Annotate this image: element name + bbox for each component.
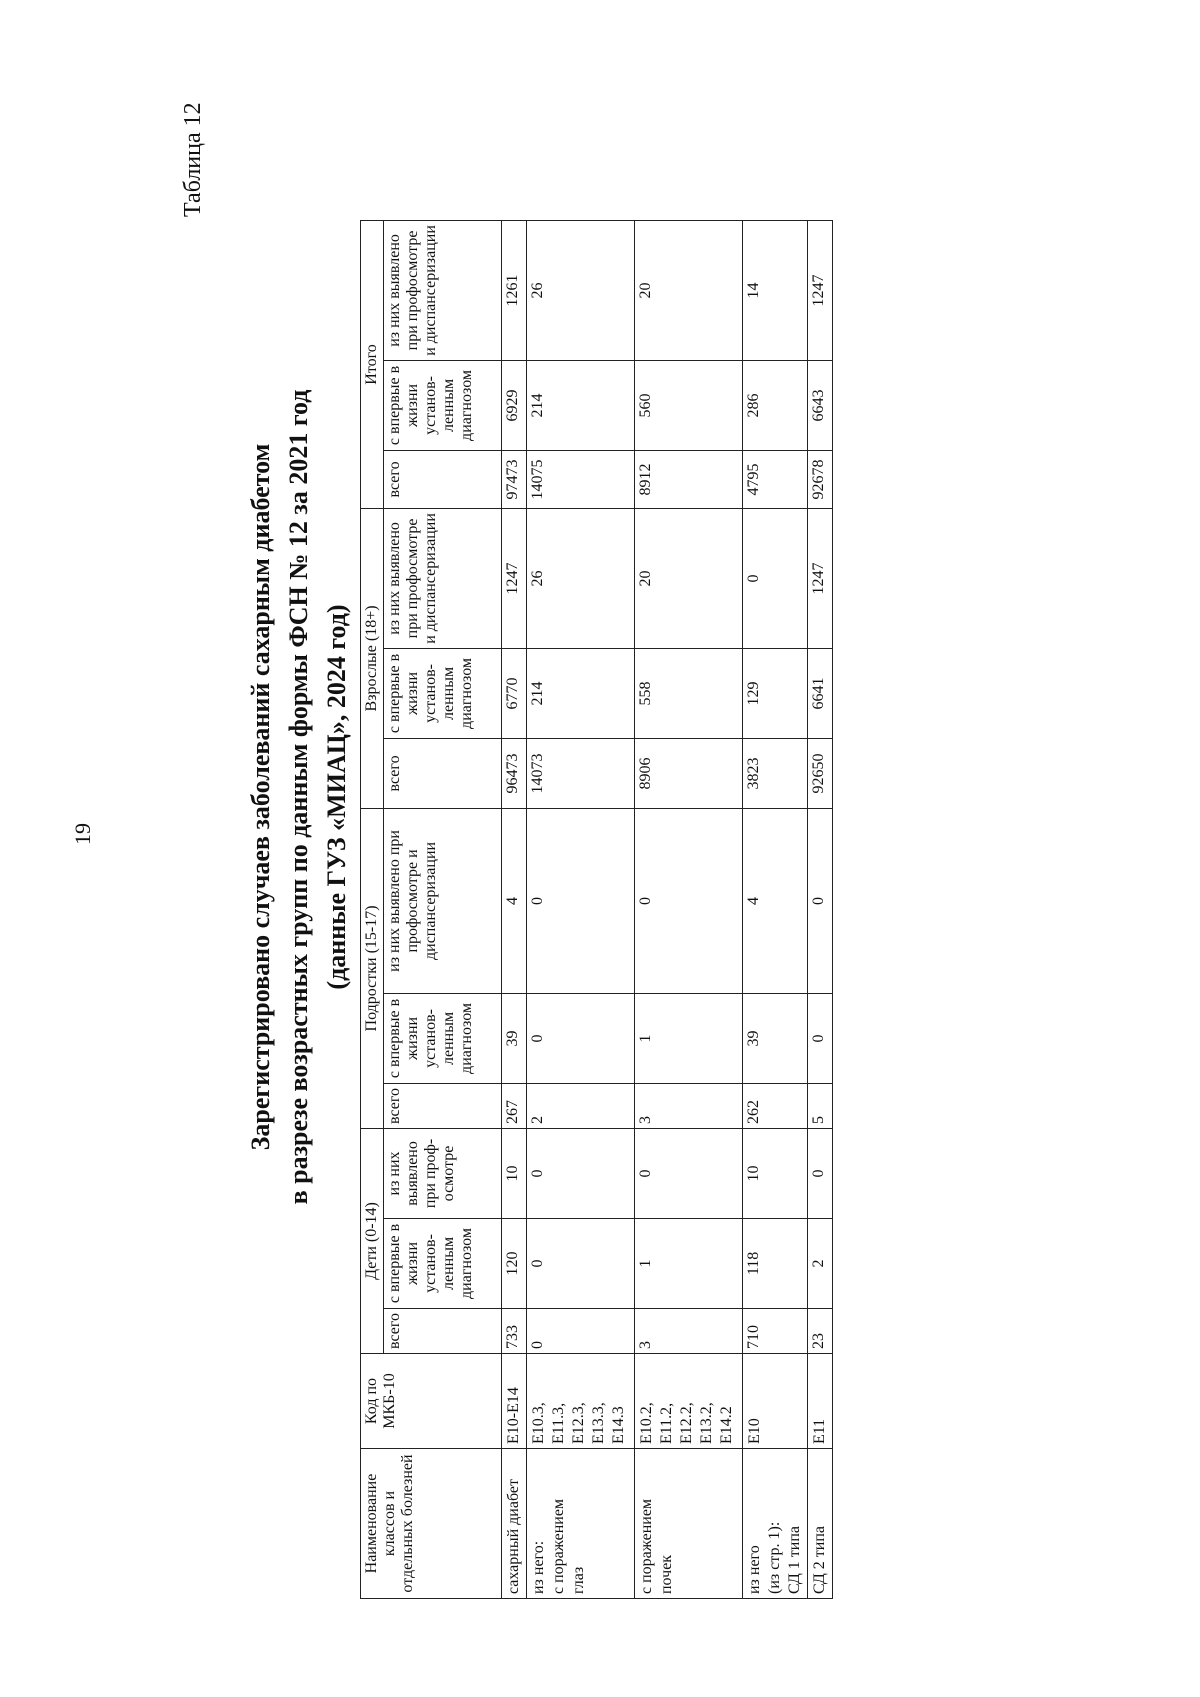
cell-value: 14073 [527, 738, 635, 808]
header-adults-all: всего [384, 738, 502, 808]
title-line-3: (данные ГУЗ «МИАЦ», 2024 год) [322, 604, 351, 990]
title-line-1: Зарегистрировано случаев заболеваний сахарным диабетом [246, 443, 275, 1151]
cell-value: 23 [808, 1308, 833, 1353]
cell-value: 6770 [502, 648, 527, 738]
cell-value: 0 [635, 808, 743, 993]
cell-value: 20 [635, 508, 743, 648]
cell-value: 0 [808, 808, 833, 993]
cell-value: 97473 [502, 450, 527, 508]
row-code: Е10-Е14 [502, 1354, 527, 1449]
cell-value: 4 [502, 808, 527, 993]
cell-value: 0 [527, 993, 635, 1083]
cell-value: 26 [527, 220, 635, 360]
cell-value: 10 [502, 1128, 527, 1218]
table-row [743, 220, 808, 1598]
cell-value: 0 [808, 1128, 833, 1218]
row-code: Е11 [808, 1354, 833, 1449]
cell-value: 2 [808, 1218, 833, 1308]
cell-value: 558 [635, 648, 743, 738]
cell-value: 560 [635, 360, 743, 450]
cell-value: 1261 [502, 220, 527, 360]
header-adults-first: с впервые в жизни установ-ленным диагнозом [384, 648, 502, 738]
header-total-all: всего [384, 450, 502, 508]
header-teens-prof: из них выявлено при профосмотре и диспансеризации [384, 808, 502, 993]
cell-value: 267 [502, 1083, 527, 1128]
row-name: из него: с поражением глаз [527, 1449, 635, 1599]
header-total: Итого [361, 220, 384, 508]
row-code: Е10 [743, 1354, 808, 1449]
header-teens-all: всего [384, 1083, 502, 1128]
header-code: Код по МКБ-10 [361, 1354, 502, 1449]
table-label: Таблица 12 [180, 102, 206, 217]
cell-value: 26 [527, 508, 635, 648]
cell-value: 0 [527, 1218, 635, 1308]
cell-value: 4 [743, 808, 808, 993]
cell-value: 0 [808, 993, 833, 1083]
cell-value: 20 [635, 220, 743, 360]
cell-value: 120 [502, 1218, 527, 1308]
cell-value: 8906 [635, 738, 743, 808]
cell-value: 0 [635, 1128, 743, 1218]
cell-value: 118 [743, 1218, 808, 1308]
header-children-prof: из них выявлено при проф-осмотре [384, 1128, 502, 1218]
header-children-all: всего [384, 1308, 502, 1353]
cell-value: 39 [502, 993, 527, 1083]
cell-value: 6643 [808, 360, 833, 450]
header-total-prof: из них выявлено при профосмотре и диспансеризации [384, 220, 502, 360]
diabetes-table [360, 220, 833, 1599]
cell-value: 733 [502, 1308, 527, 1353]
cell-value: 10 [743, 1128, 808, 1218]
cell-value: 39 [743, 993, 808, 1083]
cell-value: 286 [743, 360, 808, 450]
header-total-first: с впервые в жизни установ-ленным диагнозом [384, 360, 502, 450]
cell-value: 3 [635, 1308, 743, 1353]
cell-value: 2 [527, 1083, 635, 1128]
cell-value: 1247 [502, 508, 527, 648]
table-row [502, 220, 527, 1598]
table-row [808, 220, 833, 1598]
row-name: с поражением почек [635, 1449, 743, 1599]
table-row [635, 220, 743, 1598]
cell-value: 710 [743, 1308, 808, 1353]
cell-value: 0 [527, 1128, 635, 1218]
cell-value: 214 [527, 648, 635, 738]
cell-value: 6641 [808, 648, 833, 738]
cell-value: 0 [527, 1308, 635, 1353]
row-name: СД 2 типа [808, 1449, 833, 1599]
cell-value: 14075 [527, 450, 635, 508]
table-body [502, 220, 833, 1598]
cell-value: 4795 [743, 450, 808, 508]
cell-value: 262 [743, 1083, 808, 1128]
title-line-2: в разрезе возрастных групп по данным формы ФСН № 12 за 2021 год [284, 389, 313, 1205]
header-children: Дети (0-14) [361, 1128, 384, 1353]
cell-value: 214 [527, 360, 635, 450]
header-teens-first: с впервые в жизни установ-ленным диагнозом [384, 993, 502, 1083]
header-children-first: с впервые в жизни установ-ленным диагнозом [384, 1218, 502, 1308]
row-code: Е10.2, Е11.2, Е12.2, Е13.2, Е14.2 [635, 1354, 743, 1449]
cell-value: 1247 [808, 508, 833, 648]
header-adults: Взрослые (18+) [361, 508, 384, 808]
cell-value: 1247 [808, 220, 833, 360]
cell-value: 1 [635, 1218, 743, 1308]
page-number: 19 [70, 823, 95, 845]
cell-value: 8912 [635, 450, 743, 508]
cell-value: 92650 [808, 738, 833, 808]
header-teens: Подростки (15-17) [361, 808, 384, 1128]
header-adults-prof: из них выявлено при профосмотре и диспансеризации [384, 508, 502, 648]
cell-value: 6929 [502, 360, 527, 450]
row-name: из него (из стр. 1): СД 1 типа [743, 1449, 808, 1599]
cell-value: 96473 [502, 738, 527, 808]
cell-value: 129 [743, 648, 808, 738]
cell-value: 3823 [743, 738, 808, 808]
cell-value: 1 [635, 993, 743, 1083]
cell-value: 92678 [808, 450, 833, 508]
row-code: Е10.3, Е11.3, Е12.3, Е13.3, Е14.3 [527, 1354, 635, 1449]
header-name: Наименование классов и отдельных болезней [361, 1449, 502, 1599]
cell-value: 14 [743, 220, 808, 360]
row-name: сахарный диабет [502, 1449, 527, 1599]
cell-value: 5 [808, 1083, 833, 1128]
table-row [527, 220, 635, 1598]
cell-value: 0 [527, 808, 635, 993]
cell-value: 0 [743, 508, 808, 648]
cell-value: 3 [635, 1083, 743, 1128]
